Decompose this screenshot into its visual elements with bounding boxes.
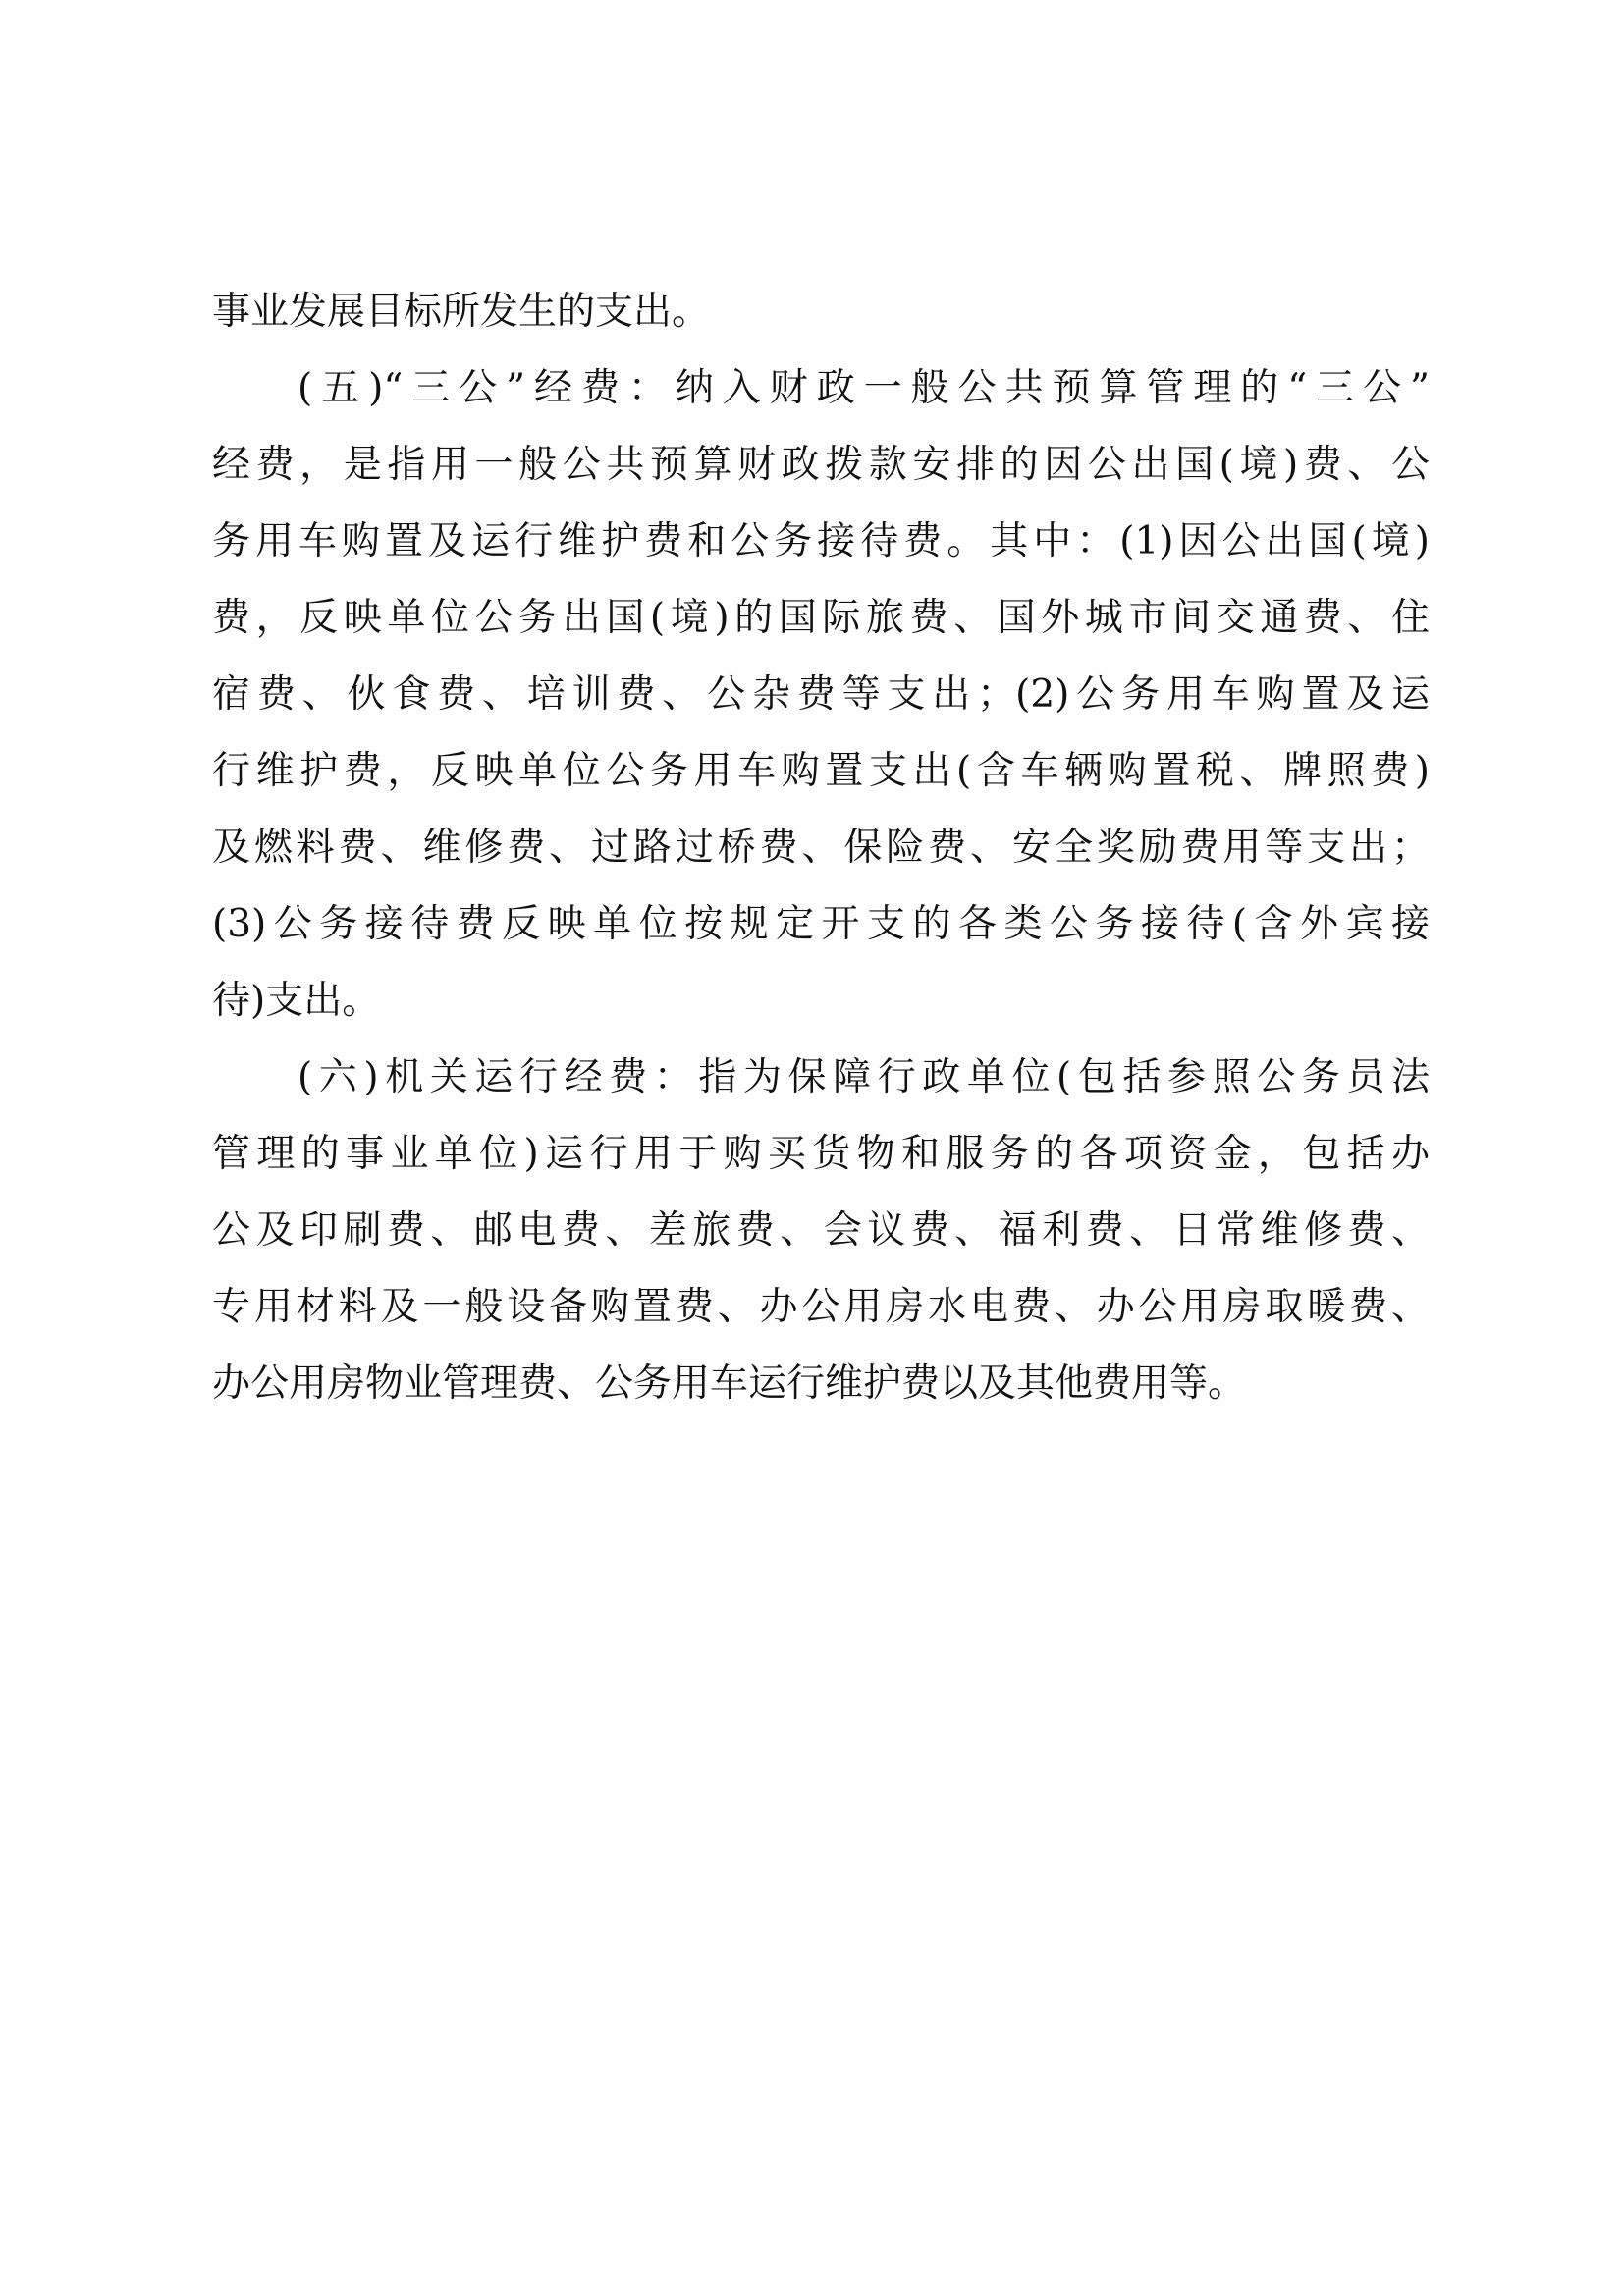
paragraph-line: 及燃料费、维修费、过路过桥费、保险费、安全奖励费用等支出； <box>212 826 1430 870</box>
paragraph-line: 务用车购置及运行维护费和公务接待费。其中：(1)因公出国(境) <box>212 519 1430 563</box>
paragraph-line: 事业发展目标所发生的支出。 <box>212 290 711 334</box>
paragraph-heading-line: (五)“三公”经费：纳入财政一般公共预算管理的“三公” <box>298 366 1430 410</box>
paragraph-line: 行维护费，反映单位公务用车购置支出(含车辆购置税、牌照费) <box>212 749 1430 793</box>
paragraph-line: 宿费、伙食费、培训费、公杂费等支出；(2)公务用车购置及运 <box>212 672 1430 717</box>
paragraph-line: 待)支出。 <box>212 979 381 1023</box>
paragraph-line: 专用材料及一般设备购置费、办公用房水电费、办公用房取暖费、 <box>212 1285 1430 1329</box>
paragraph-line: 办公用房物业管理费、公务用车运行维护费以及其他费用等。 <box>212 1362 1247 1406</box>
paragraph-line: 经费，是指用一般公共预算财政拨款安排的因公出国(境)费、公 <box>212 443 1430 487</box>
paragraph-line: 费，反映单位公务出国(境)的国际旅费、国外城市间交通费、住 <box>212 596 1430 640</box>
body-text <box>212 274 1430 1422</box>
paragraph-line: (3)公务接待费反映单位按规定开支的各类公务接待(含外宾接 <box>212 902 1430 946</box>
paragraph-line: 公及印刷费、邮电费、差旅费、会议费、福利费、日常维修费、 <box>212 1208 1430 1253</box>
paragraph-heading-line: (六)机关运行经费：指为保障行政单位(包括参照公务员法 <box>298 1055 1430 1099</box>
paragraph-line: 管理的事业单位)运行用于购买货物和服务的各项资金，包括办 <box>212 1132 1430 1176</box>
